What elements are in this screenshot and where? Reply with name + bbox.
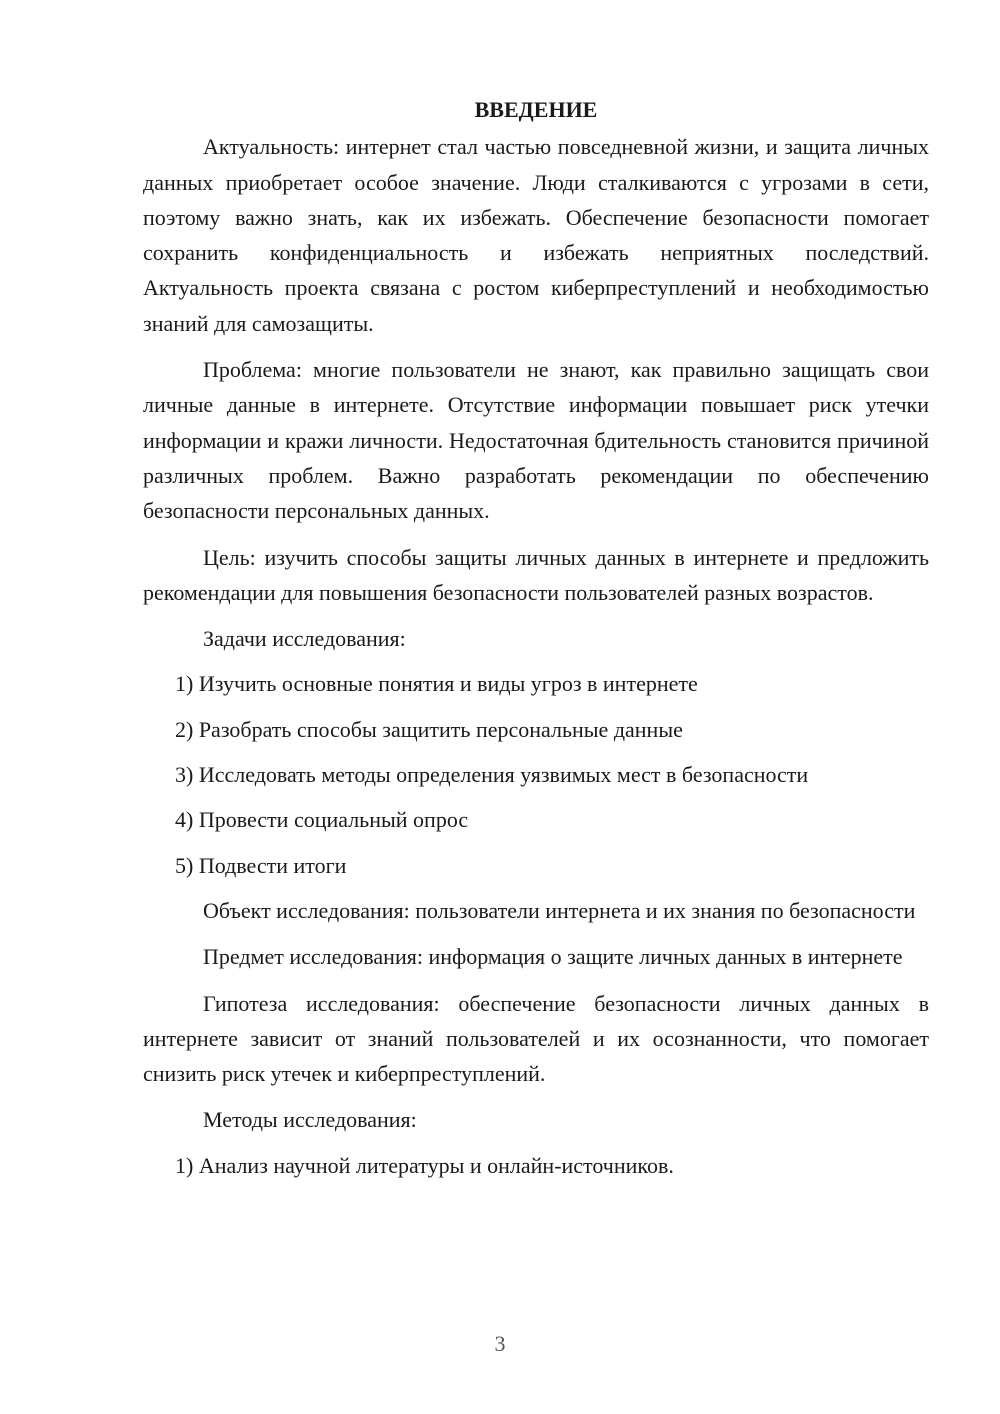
relevance-paragraph: Актуальность: интернет стал частью повседневной жизни, и защита личных данных приобретает особое значение. Люди сталкиваются с угрозами в сети, поэтому важно знать, как их избежать. Обеспечение безопасности помогает сохранить конфиденциальность и избежать неприятных последствий. Актуальность проекта связана с ростом киберпреступлений и необходимостью знаний для самозащиты. <box>143 134 929 336</box>
tasks-heading: Задачи исследования: <box>203 626 406 652</box>
method-item: 1) Анализ научной литературы и онлайн-источников. <box>175 1152 674 1178</box>
section-title: ВВЕДЕНИЕ <box>474 97 598 122</box>
goal-paragraph: Цель: изучить способы защиты личных данных в интернете и предложить рекомендации для повышения безопасности пользователей разных возрастов. <box>143 544 929 605</box>
document-page <box>143 92 929 1193</box>
task-item: 3) Исследовать методы определения уязвимых мест в безопасности <box>175 762 809 788</box>
methods-list <box>143 1148 929 1183</box>
task-item: 2) Разобрать способы защитить персональные данные <box>175 716 683 742</box>
methods-heading: Методы исследования: <box>203 1107 417 1133</box>
task-item: 4) Провести социальный опрос <box>175 807 469 833</box>
task-item: 1) Изучить основные понятия и виды угроз в интернете <box>175 671 698 697</box>
object-paragraph: Объект исследования: пользователи интернета и их знания по безопасности <box>203 897 916 923</box>
problem-paragraph: Проблема: многие пользователи не знают, как правильно защищать свои личные данные в интернете. Отсутствие информации повышает риск утечки информации и кражи личности. Недостаточная бдительность становится причиной различных проблем. Важно разработать рекомендации по обеспечению безопасности персональных данных. <box>143 357 929 524</box>
page-number: 3 <box>494 1331 506 1356</box>
hypothesis-paragraph: Гипотеза исследования: обеспечение безопасности личных данных в интернете зависит от знаний пользователей и их осознанности, что помогает снизить риск утечек и киберпреступлений. <box>143 990 929 1087</box>
subject-paragraph: Предмет исследования: информация о защите личных данных в интернете <box>203 944 903 970</box>
tasks-list <box>143 666 929 882</box>
task-item: 5) Подвести итоги <box>175 852 347 878</box>
